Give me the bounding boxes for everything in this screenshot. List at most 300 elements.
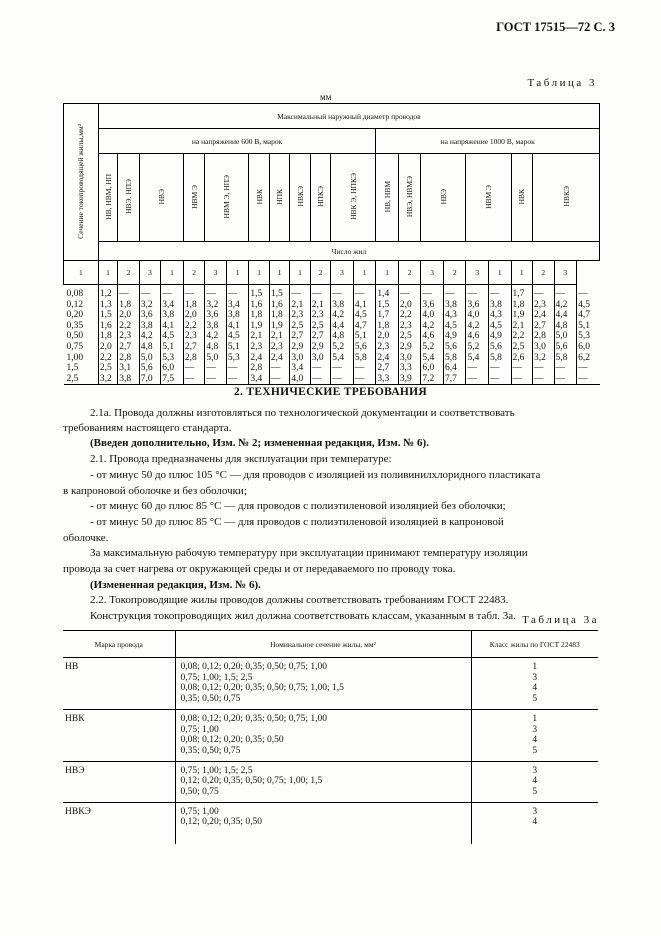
diameter-value: — bbox=[226, 363, 249, 374]
section-list: 0,75; 1,00 bbox=[180, 806, 219, 817]
diameter-value: 3,3 bbox=[376, 374, 399, 385]
core-class: 4 bbox=[532, 735, 538, 746]
section-list: 0,12; 0,20; 0,35; 0,50 bbox=[180, 817, 263, 828]
voltage-600-header: на напряжение 600 В, марок bbox=[98, 129, 376, 154]
diameter-value: — bbox=[511, 363, 533, 374]
diameter-value: — bbox=[226, 374, 249, 385]
table3 bbox=[63, 103, 600, 385]
diameter-value: 2,8 bbox=[183, 353, 205, 364]
mark-header: НВ, НВМ bbox=[376, 154, 399, 242]
paragraph: 2.1. Провода предназначены для эксплуатации при температуре: bbox=[90, 453, 392, 465]
diameter-value: — bbox=[331, 363, 354, 374]
core-class: 5 bbox=[532, 745, 538, 756]
diameter-value: 2,3 bbox=[183, 331, 205, 342]
core-count-header: 3 bbox=[466, 261, 489, 285]
diameter-value: 3,8 bbox=[489, 300, 512, 311]
diameter-value: 4,1 bbox=[353, 300, 376, 311]
diameter-value: 2,9 bbox=[290, 342, 310, 353]
diameter-value: 2,3 bbox=[290, 310, 310, 321]
diameter-value: 2,1 bbox=[249, 331, 269, 342]
section-value: 1,00 bbox=[66, 352, 84, 363]
section-list: 0,08; 0,12; 0,20; 0,35; 0,50; 0,75; 1,00 bbox=[180, 662, 327, 672]
diameter-value: 1,5 bbox=[249, 285, 269, 300]
paragraph: 2.2. Токопроводящие жилы проводов должны соответствовать требованиям ГОСТ 22483. bbox=[90, 594, 509, 606]
mark-header: НВК bbox=[511, 154, 533, 242]
diameter-value: 4,6 bbox=[421, 331, 444, 342]
diameter-value: — bbox=[489, 285, 512, 300]
diameter-value: — bbox=[139, 285, 161, 300]
diameter-value: 4,3 bbox=[489, 310, 512, 321]
mark-header: НВЭ bbox=[139, 154, 183, 242]
diameter-value: 4,0 bbox=[290, 374, 310, 385]
diameter-value: 3,9 bbox=[398, 374, 421, 385]
diameter-value: 3,6 bbox=[421, 300, 444, 311]
section-list: 0,35; 0,50; 0,75 bbox=[180, 694, 241, 705]
diameter-value: 2,3 bbox=[269, 342, 289, 353]
core-class: 3 bbox=[532, 765, 538, 776]
cores-label: Число жил bbox=[98, 242, 599, 261]
diameter-value: — bbox=[489, 374, 512, 385]
diameter-value: 1,4 bbox=[376, 285, 399, 300]
diameter-value: 5,6 bbox=[353, 342, 376, 353]
diameter-value: — bbox=[226, 285, 249, 300]
diameter-value: 3,8 bbox=[443, 300, 466, 311]
core-count-header: 1 bbox=[353, 261, 376, 285]
core-class: 4 bbox=[532, 776, 538, 787]
diameter-value: 2,8 bbox=[118, 353, 140, 364]
diameter-value: 1,6 bbox=[269, 300, 289, 311]
core-count-header: 1 bbox=[249, 261, 269, 285]
diameter-value: 1,8 bbox=[183, 300, 205, 311]
diameter-value: 4,2 bbox=[205, 331, 227, 342]
diameter-value: — bbox=[443, 285, 466, 300]
diameter-value: 4,2 bbox=[139, 331, 161, 342]
paragraph: требованиям настоящего стандарта. bbox=[63, 422, 232, 434]
diameter-value: 4,2 bbox=[554, 300, 577, 311]
diameter-value: — bbox=[310, 363, 330, 374]
section-list: 0,50; 0,75 bbox=[180, 787, 219, 798]
core-count-header: 1 bbox=[376, 261, 399, 285]
diameter-value: 4,8 bbox=[139, 342, 161, 353]
table3a bbox=[63, 630, 598, 844]
mark-header: НВМ Э, НПЭ bbox=[205, 154, 249, 242]
paragraph: Конструкция токопроводящих жил должна соответствовать классам, указанным в табл. 3а. bbox=[90, 610, 516, 622]
mark-header: НВЭ bbox=[421, 154, 466, 242]
diameter-value: 2,6 bbox=[511, 353, 533, 364]
paragraph: - от минус 50 до плюс 105 °С — для проводов с изоляцией из поливинилхлоридного пластиката bbox=[90, 469, 541, 481]
mark-header: НВКЭ bbox=[290, 154, 310, 242]
max-diameter-header: Максимальный наружный диаметр проводов bbox=[98, 104, 599, 129]
table-row bbox=[64, 342, 600, 353]
diameter-value: 2,0 bbox=[118, 310, 140, 321]
diameter-value: 3,2 bbox=[533, 353, 555, 364]
diameter-value: 1,8 bbox=[118, 300, 140, 311]
mark-header: НВ, НВМ, НП bbox=[98, 154, 117, 242]
diameter-value: 5,3 bbox=[161, 353, 184, 364]
diameter-value: 5,0 bbox=[139, 353, 161, 364]
diameter-value: 2,5 bbox=[511, 342, 533, 353]
diameter-value: — bbox=[511, 374, 533, 385]
diameter-value: — bbox=[533, 285, 555, 300]
core-class: 3 bbox=[532, 672, 538, 683]
diameter-value: 5,6 bbox=[554, 342, 577, 353]
core-class: 4 bbox=[532, 683, 538, 694]
diameter-value: — bbox=[118, 285, 140, 300]
diameter-value: 2,1 bbox=[511, 321, 533, 332]
core-count-header: 2 bbox=[443, 261, 466, 285]
paragraph: - от минус 60 до плюс 85 °С — для проводов с полиэтиленовой изоляцией без оболочки; bbox=[90, 500, 506, 512]
diameter-value: 5,4 bbox=[331, 353, 354, 364]
section-list: 0,08; 0,12; 0,20; 0,35; 0,50; 0,75; 1,00; 1,5 bbox=[180, 683, 344, 694]
diameter-value: — bbox=[331, 374, 354, 385]
diameter-value: 1,7 bbox=[511, 285, 533, 300]
diameter-value: 1,6 bbox=[249, 300, 269, 311]
core-count-header: 1 bbox=[269, 261, 289, 285]
diameter-value: 6,0 bbox=[421, 363, 444, 374]
section-list: 0,35; 0,50; 0,75 bbox=[180, 745, 241, 756]
section-value: 2,5 bbox=[64, 374, 99, 385]
diameter-value: — bbox=[577, 363, 600, 374]
diameter-value: 5,8 bbox=[443, 353, 466, 364]
paragraph: в капроновой оболочке и без оболочки; bbox=[63, 485, 247, 497]
diameter-value: 3,8 bbox=[205, 321, 227, 332]
mark-header: НПКЭ bbox=[310, 154, 330, 242]
diameter-value: 2,1 bbox=[310, 300, 330, 311]
wire-mark: НВЭ bbox=[63, 761, 175, 802]
diameter-value: 4,8 bbox=[554, 321, 577, 332]
diameter-value: — bbox=[161, 285, 184, 300]
diameter-value: 2,1 bbox=[269, 331, 289, 342]
diameter-value: — bbox=[554, 374, 577, 385]
table-row bbox=[64, 363, 600, 374]
diameter-value: 3,8 bbox=[226, 310, 249, 321]
col-header-section: Номинальное сечение жилы, мм² bbox=[175, 631, 471, 658]
diameter-value: 2,5 bbox=[290, 321, 310, 332]
diameter-value: — bbox=[205, 285, 227, 300]
diameter-value: 5,1 bbox=[577, 321, 600, 332]
table-row bbox=[64, 374, 600, 385]
diameter-value: — bbox=[554, 285, 577, 300]
mark-header: НПК bbox=[269, 154, 289, 242]
wire-mark: НВКЭ bbox=[65, 806, 91, 817]
diameter-value: 5,8 bbox=[554, 353, 577, 364]
table-row bbox=[63, 761, 598, 802]
core-count-header: 2 bbox=[118, 261, 140, 285]
diameter-value: 3,4 bbox=[249, 374, 269, 385]
sections-cell bbox=[175, 658, 471, 710]
diameter-value: 3,8 bbox=[139, 321, 161, 332]
core-count-header: 1 bbox=[161, 261, 184, 285]
classes-cell bbox=[471, 709, 598, 761]
voltage-1000-header: на напряжение 1000 В, марок bbox=[376, 129, 600, 154]
diameter-value: — bbox=[205, 374, 227, 385]
paragraph: 2.1а. Провода должны изготовляться по технологической документации и соответствовать bbox=[90, 407, 515, 419]
diameter-value: 4,5 bbox=[489, 321, 512, 332]
diameter-value: — bbox=[183, 363, 205, 374]
diameter-value: 5,6 bbox=[139, 363, 161, 374]
diameter-value: 5,3 bbox=[226, 353, 249, 364]
diameter-value: — bbox=[577, 374, 600, 385]
diameter-value: 2,2 bbox=[511, 331, 533, 342]
diameter-value: 2,4 bbox=[249, 353, 269, 364]
diameter-value: 3,2 bbox=[98, 374, 117, 385]
classes-cell bbox=[471, 802, 598, 844]
paragraph: - от минус 50 до плюс 85 °С — для проводов с полиэтиленовой изоляцией в капроновой bbox=[90, 516, 504, 528]
section-list: 0,12; 0,20; 0,35; 0,50; 0,75; 1,00; 1,5 bbox=[180, 776, 323, 787]
table3-label: Таблица 3 bbox=[527, 77, 597, 89]
diameter-value: 5,4 bbox=[421, 353, 444, 364]
table-row bbox=[64, 321, 600, 332]
diameter-value: 7,7 bbox=[443, 374, 466, 385]
diameter-value: — bbox=[269, 374, 289, 385]
diameter-value: 5,2 bbox=[466, 342, 489, 353]
section-title: 2. ТЕХНИЧЕСКИЕ ТРЕБОВАНИЯ bbox=[233, 386, 428, 398]
mark-header: НВК Э, НПКЭ bbox=[331, 154, 376, 242]
diameter-value: — bbox=[310, 374, 330, 385]
table-row bbox=[63, 709, 598, 761]
diameter-value: 3,0 bbox=[398, 353, 421, 364]
diameter-value: 2,0 bbox=[98, 342, 117, 353]
diameter-value: 2,7 bbox=[310, 331, 330, 342]
diameter-value: 2,1 bbox=[290, 300, 310, 311]
diameter-value: 3,0 bbox=[310, 353, 330, 364]
diameter-value: 1,5 bbox=[376, 300, 399, 311]
diameter-value: 5,2 bbox=[421, 342, 444, 353]
paragraph: оболочке. bbox=[63, 532, 109, 544]
diameter-value: — bbox=[466, 285, 489, 300]
diameter-value: 2,2 bbox=[118, 321, 140, 332]
diameter-value: 4,4 bbox=[554, 310, 577, 321]
diameter-value: 1,6 bbox=[98, 321, 117, 332]
diameter-value: 6,0 bbox=[161, 363, 184, 374]
diameter-value: 4,5 bbox=[161, 331, 184, 342]
mark-header: НВК bbox=[249, 154, 269, 242]
diameter-value: 4,1 bbox=[226, 321, 249, 332]
diameter-value: 4,5 bbox=[353, 310, 376, 321]
mark-header: НВКЭ bbox=[533, 154, 600, 242]
core-class: 5 bbox=[532, 694, 538, 705]
diameter-value: 3,6 bbox=[466, 300, 489, 311]
diameter-value: 2,3 bbox=[376, 342, 399, 353]
diameter-value: 2,7 bbox=[290, 331, 310, 342]
core-count-header: 1 bbox=[489, 261, 512, 285]
core-count-header: 1 bbox=[64, 261, 99, 285]
section-list: 0,75; 1,00; 1,5; 2,5 bbox=[180, 672, 253, 683]
diameter-value: 2,3 bbox=[310, 310, 330, 321]
diameter-value: 4,8 bbox=[331, 331, 354, 342]
mark-header: НВМ Э bbox=[466, 154, 511, 242]
diameter-value: 3,4 bbox=[226, 300, 249, 311]
diameter-value: — bbox=[331, 285, 354, 300]
diameter-value: 3,1 bbox=[118, 363, 140, 374]
diameter-value: 4,5 bbox=[226, 331, 249, 342]
diameter-value: 4,2 bbox=[421, 321, 444, 332]
diameter-value: 4,5 bbox=[577, 300, 600, 311]
page-header: ГОСТ 17515—72 С. 3 bbox=[496, 20, 615, 34]
diameter-value: — bbox=[353, 363, 376, 374]
col-header-mark: Марка провода bbox=[63, 631, 175, 658]
diameter-value: 2,2 bbox=[98, 353, 117, 364]
core-count-header: 3 bbox=[139, 261, 161, 285]
diameter-value: 2,7 bbox=[183, 342, 205, 353]
diameter-value: 1,2 bbox=[98, 285, 117, 300]
diameter-value: 5,3 bbox=[577, 331, 600, 342]
diameter-value: 3,4 bbox=[290, 363, 310, 374]
core-class: 4 bbox=[532, 817, 538, 828]
diameter-value: 1,8 bbox=[376, 321, 399, 332]
core-count-header: 1 bbox=[226, 261, 249, 285]
diameter-value: — bbox=[421, 285, 444, 300]
diameter-value: 2,0 bbox=[183, 310, 205, 321]
table-row bbox=[63, 802, 598, 844]
diameter-value: 5,1 bbox=[226, 342, 249, 353]
diameter-value: 6,0 bbox=[577, 342, 600, 353]
diameter-value: 7,0 bbox=[139, 374, 161, 385]
diameter-value: 1,9 bbox=[511, 310, 533, 321]
core-class: 3 bbox=[532, 806, 538, 817]
diameter-value: 3,2 bbox=[205, 300, 227, 311]
diameter-value: — bbox=[205, 363, 227, 374]
diameter-value: 5,1 bbox=[161, 342, 184, 353]
diameter-value: 4,4 bbox=[331, 321, 354, 332]
mark-header: НВМ Э bbox=[183, 154, 205, 242]
diameter-value: 2,0 bbox=[376, 331, 399, 342]
sections-cell bbox=[175, 802, 471, 844]
core-count-header: 3 bbox=[205, 261, 227, 285]
diameter-value: 2,2 bbox=[183, 321, 205, 332]
wire-mark: НВК bbox=[63, 709, 175, 761]
diameter-value: — bbox=[554, 363, 577, 374]
diameter-value: 3,3 bbox=[398, 363, 421, 374]
diameter-value: 2,9 bbox=[310, 342, 330, 353]
diameter-value: 1,9 bbox=[249, 321, 269, 332]
wire-mark: НВ bbox=[63, 658, 175, 710]
diameter-value: — bbox=[353, 285, 376, 300]
diameter-value: 2,9 bbox=[398, 342, 421, 353]
diameter-value: 1,3 bbox=[98, 300, 117, 311]
diameter-value: 6,2 bbox=[577, 353, 600, 364]
diameter-value: 5,0 bbox=[205, 353, 227, 364]
core-count-header: 3 bbox=[554, 261, 577, 285]
diameter-value: 7,5 bbox=[161, 374, 184, 385]
diameter-value: 3,0 bbox=[533, 342, 555, 353]
diameter-value: 1,8 bbox=[98, 331, 117, 342]
amendment-note: (Измененная редакция, Изм. № 6). bbox=[90, 579, 261, 591]
core-count-header: 1 bbox=[98, 261, 117, 285]
paragraph: За максимальную рабочую температуру при эксплуатации принимают температуру изоляции bbox=[90, 547, 528, 559]
core-count-header: 2 bbox=[310, 261, 330, 285]
diameter-value: 3,8 bbox=[118, 374, 140, 385]
diameter-value: 5,0 bbox=[554, 331, 577, 342]
diameter-value: 5,6 bbox=[443, 342, 466, 353]
diameter-value: — bbox=[183, 374, 205, 385]
paragraph: провода за счет нагрева от окружающей среды и от передаваемого по проводу тока. bbox=[63, 563, 456, 575]
diameter-value: 2,4 bbox=[269, 353, 289, 364]
section-value: 0,20 bbox=[66, 310, 84, 321]
amendment-note: (Введен дополнительно, Изм. № 2; измененная редакция, Изм. № 6). bbox=[90, 437, 429, 449]
core-class: 1 bbox=[532, 662, 538, 672]
table-row bbox=[64, 331, 600, 342]
diameter-value: 2,7 bbox=[118, 342, 140, 353]
core-class: 3 bbox=[532, 724, 538, 735]
diameter-value: — bbox=[353, 374, 376, 385]
diameter-value: 2,7 bbox=[533, 321, 555, 332]
diameter-value: 3,6 bbox=[139, 310, 161, 321]
diameter-value: 2,4 bbox=[533, 310, 555, 321]
core-count-header: 2 bbox=[533, 261, 555, 285]
section-value: 0,50 bbox=[66, 331, 84, 342]
diameter-value: 4,0 bbox=[466, 310, 489, 321]
diameter-value: 4,0 bbox=[421, 310, 444, 321]
core-count-header: 3 bbox=[421, 261, 444, 285]
table3a-label: Таблица 3а bbox=[522, 614, 599, 626]
diameter-value: 3,4 bbox=[161, 300, 184, 311]
section-value: 0,75 bbox=[66, 341, 84, 352]
section-list: 0,08; 0,12; 0,20; 0,35; 0,50; 0,75; 1,00 bbox=[180, 713, 327, 724]
diameter-value: 4,8 bbox=[205, 342, 227, 353]
diameter-value: 4,6 bbox=[466, 331, 489, 342]
diameter-value: 4,1 bbox=[161, 321, 184, 332]
sections-cell bbox=[175, 709, 471, 761]
diameter-value: 2,7 bbox=[376, 363, 399, 374]
diameter-value: 1,9 bbox=[269, 321, 289, 332]
diameter-value: 1,7 bbox=[376, 310, 399, 321]
diameter-value: 2,5 bbox=[98, 363, 117, 374]
diameter-value: — bbox=[533, 374, 555, 385]
diameter-value: — bbox=[577, 285, 600, 300]
core-count-header: 2 bbox=[183, 261, 205, 285]
diameter-value: 4,7 bbox=[353, 321, 376, 332]
section-list: 0,75; 1,00; 1,5; 2,5 bbox=[180, 765, 253, 776]
diameter-value: 7,2 bbox=[421, 374, 444, 385]
core-count-header: 3 bbox=[331, 261, 354, 285]
section-value: 0,35 bbox=[66, 320, 84, 331]
diameter-value: 5,4 bbox=[466, 353, 489, 364]
diameter-value: 2,8 bbox=[249, 363, 269, 374]
diameter-value: 1,8 bbox=[511, 300, 533, 311]
diameter-value: 4,3 bbox=[443, 310, 466, 321]
diameter-value: 4,2 bbox=[466, 321, 489, 332]
row-header: Сечение токопроводящей жилы,мм² bbox=[64, 104, 99, 261]
diameter-value: 2,3 bbox=[533, 300, 555, 311]
diameter-value: 3,2 bbox=[139, 300, 161, 311]
diameter-value: — bbox=[310, 285, 330, 300]
table-row bbox=[63, 658, 598, 710]
diameter-value: 2,3 bbox=[249, 342, 269, 353]
diameter-value: — bbox=[489, 363, 512, 374]
section-value: 1,5 bbox=[66, 363, 79, 374]
core-count-header: 2 bbox=[398, 261, 421, 285]
diameter-value: 4,9 bbox=[489, 331, 512, 342]
diameter-value: — bbox=[269, 363, 289, 374]
table-row bbox=[64, 310, 600, 321]
diameter-value: — bbox=[466, 363, 489, 374]
section-value: 0,12 bbox=[66, 299, 84, 310]
diameter-value: 2,5 bbox=[310, 321, 330, 332]
diameter-value: 4,9 bbox=[443, 331, 466, 342]
section-list: 0,08; 0,12; 0,20; 0,35; 0,50 bbox=[180, 735, 284, 746]
diameter-value: 2,4 bbox=[376, 353, 399, 364]
mark-header: НВЭ, НПЭ bbox=[118, 154, 140, 242]
diameter-value: 1,8 bbox=[249, 310, 269, 321]
diameter-value: — bbox=[290, 285, 310, 300]
diameter-value: 5,8 bbox=[489, 353, 512, 364]
diameter-value: 4,5 bbox=[443, 321, 466, 332]
diameter-value: 5,1 bbox=[353, 331, 376, 342]
core-class: 5 bbox=[532, 787, 538, 798]
diameter-value: 2,3 bbox=[118, 331, 140, 342]
diameter-value: 1,8 bbox=[269, 310, 289, 321]
